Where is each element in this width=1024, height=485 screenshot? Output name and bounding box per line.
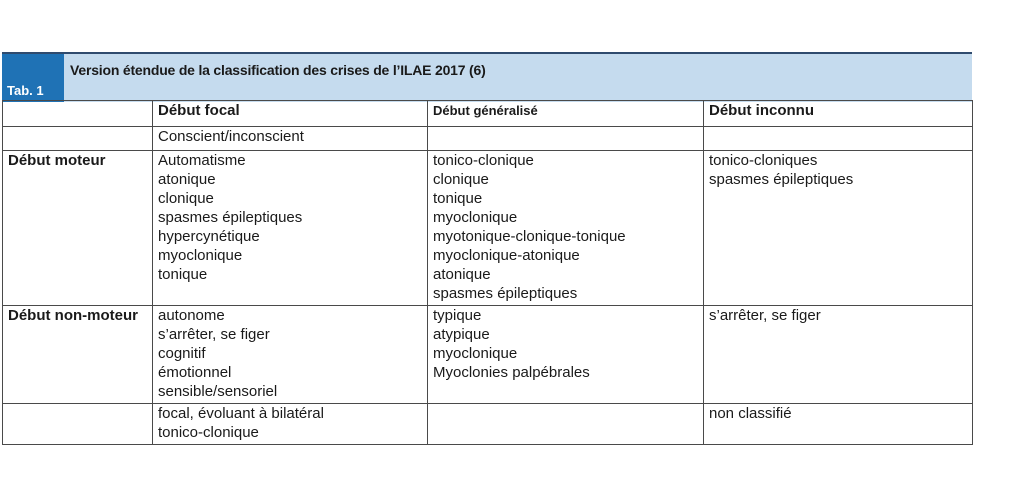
header-row: [3, 101, 973, 127]
focal-to-bilateral-cell: [153, 404, 428, 445]
empty-header-cell: [3, 101, 153, 127]
empty-cell: [704, 127, 973, 151]
motor-focal-cell: [153, 151, 428, 306]
list-item: focal, évoluant à bilatéral: [158, 405, 324, 422]
list-item: cognitif: [158, 345, 206, 362]
list-item: émotionnel: [158, 364, 232, 381]
list-item: myoclonique: [158, 247, 243, 264]
header-generalise: Début généralisé: [428, 101, 704, 127]
seizure-classification-table: [2, 100, 973, 445]
list-item: sensible/sensoriel: [158, 383, 278, 400]
list-item: Myoclonies palpébrales: [433, 364, 590, 381]
list-item: spasmes épileptiques: [433, 285, 578, 302]
list-item: myotonique-clonique-tonique: [433, 228, 626, 245]
table-title: Version étendue de la classification des crises de l’ILAE 2017 (6): [70, 62, 486, 78]
consciousness-row: [3, 127, 973, 151]
list-item: typique: [433, 307, 482, 324]
motor-generalise-cell: [428, 151, 704, 306]
list-item: tonique: [433, 190, 483, 207]
unclassified-cell: non classifié: [704, 404, 973, 445]
list-item: clonique: [158, 190, 214, 207]
nonmotor-row: [3, 306, 973, 404]
table-caption-bar: [2, 52, 972, 102]
list-item: clonique: [433, 171, 489, 188]
motor-row: [3, 151, 973, 306]
row-label-non-moteur: Début non-moteur: [3, 306, 153, 404]
list-item: tonico-clonique: [433, 152, 534, 169]
list-item: atonique: [433, 266, 491, 283]
list-item: spasmes épileptiques: [158, 209, 303, 226]
empty-cell: [428, 404, 704, 445]
header-focal: Début focal: [153, 101, 428, 127]
list-item: myoclonique-atonique: [433, 247, 580, 264]
list-item: atypique: [433, 326, 490, 343]
list-item: myoclonique: [433, 345, 518, 362]
list-item: tonico-clonique: [158, 424, 259, 441]
nonmotor-generalise-cell: [428, 306, 704, 404]
list-item: atonique: [158, 171, 216, 188]
list-item: s’arrêter, se figer: [158, 326, 270, 343]
table-number-label: Tab. 1: [2, 54, 64, 102]
empty-cell: [428, 127, 704, 151]
unclassified-row: [3, 404, 973, 445]
consciousness-focal-cell: Conscient/inconscient: [153, 127, 428, 151]
list-item: tonico-cloniques: [709, 152, 818, 169]
list-item: hypercynétique: [158, 228, 260, 245]
nonmotor-focal-cell: [153, 306, 428, 404]
row-label-moteur: Début moteur: [3, 151, 153, 306]
list-item: Automatisme: [158, 152, 246, 169]
list-item: s’arrêter, se figer: [709, 307, 821, 324]
empty-label-cell: [3, 404, 153, 445]
header-inconnu: Début inconnu: [704, 101, 973, 127]
nonmotor-inconnu-cell: [704, 306, 973, 404]
list-item: autonome: [158, 307, 225, 324]
list-item: myoclonique: [433, 209, 518, 226]
list-item: tonique: [158, 266, 208, 283]
list-item: spasmes épileptiques: [709, 171, 854, 188]
empty-label-cell: [3, 127, 153, 151]
motor-inconnu-cell: [704, 151, 973, 306]
